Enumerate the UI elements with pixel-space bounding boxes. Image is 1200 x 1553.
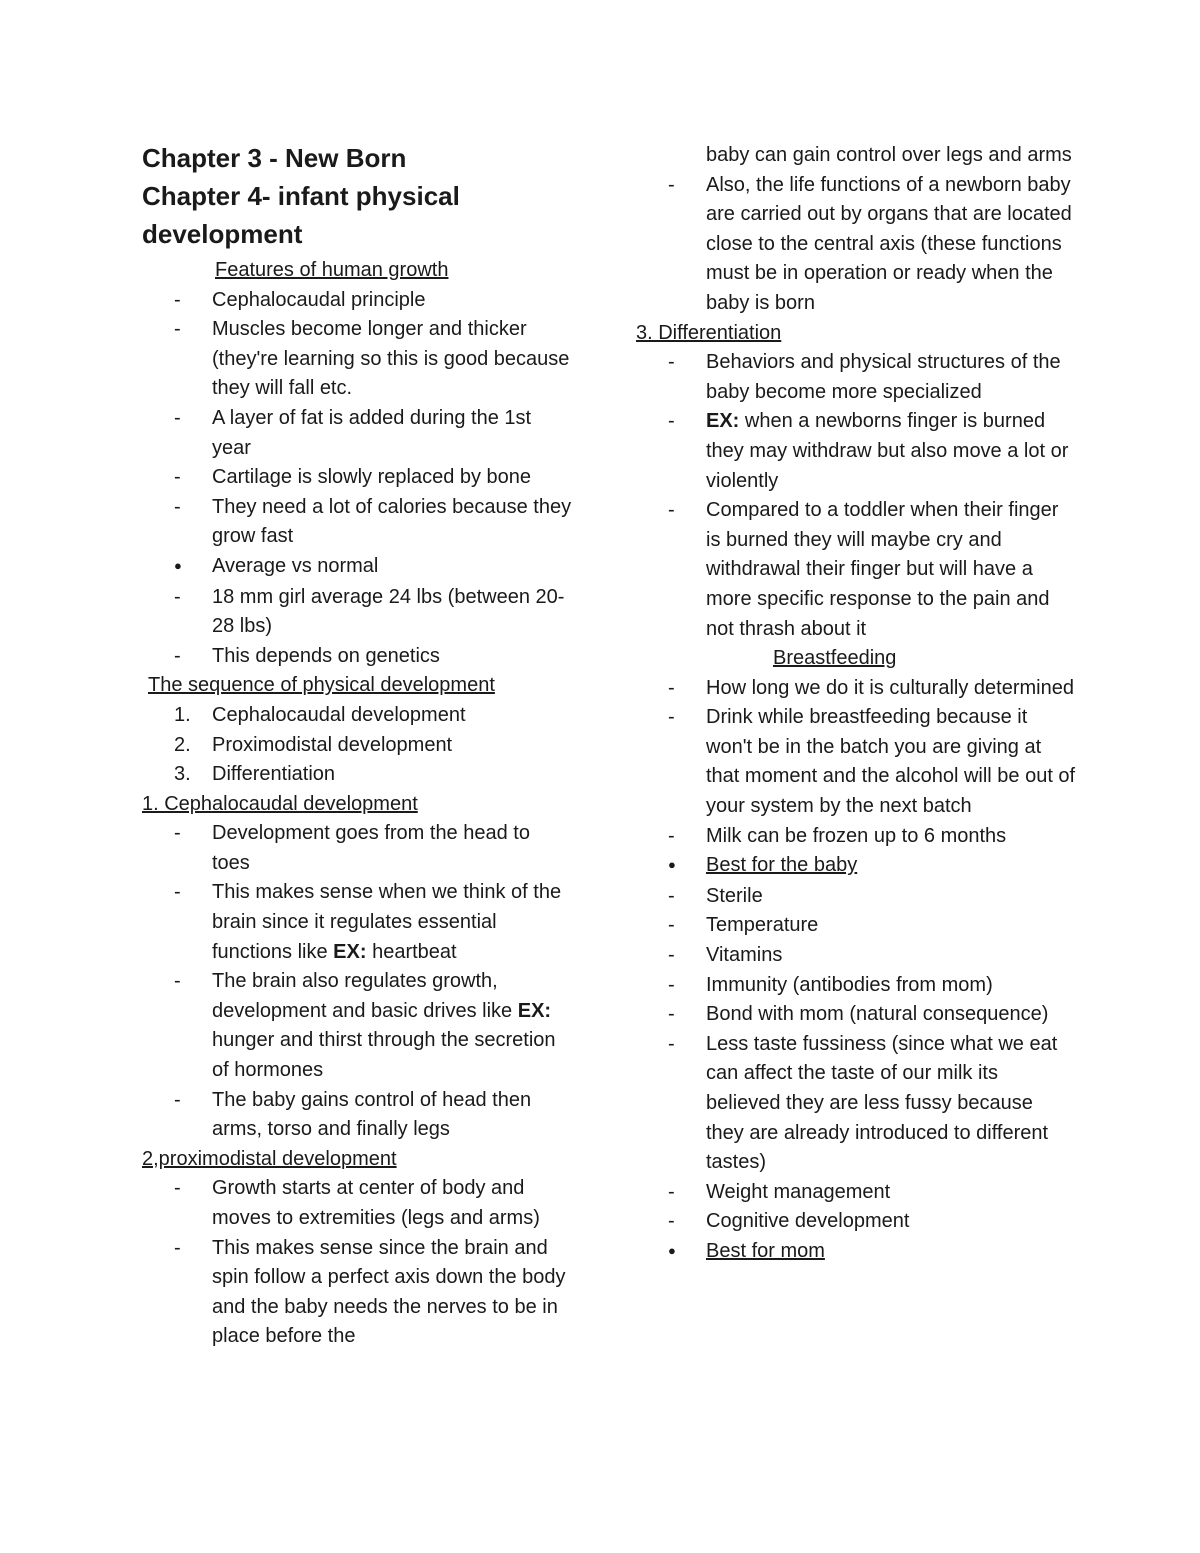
dash-marker: - (174, 495, 181, 518)
list-item: 1. Cephalocaudal development (142, 701, 572, 731)
number-marker: 2. (174, 733, 191, 756)
sequence-heading: The sequence of physical development (148, 674, 495, 697)
list-item: - Weight management (636, 1178, 1076, 1208)
list-item: - This depends on genetics (142, 642, 572, 672)
differentiation-heading: 3. Differentiation (636, 321, 782, 344)
dash-marker: - (668, 884, 675, 907)
dash-marker: - (174, 822, 181, 845)
list-item: ● Best for the baby (636, 851, 1076, 882)
list-item: - Drink while breastfeeding because it won't be in the batch you are giving at that moment and the alcohol will be out of your system by the next batch (636, 703, 1076, 821)
features-heading: Features of human growth (215, 259, 449, 281)
cephalocaudal-heading: 1. Cephalocaudal development (142, 792, 418, 815)
dash-marker: - (174, 1236, 181, 1259)
list-item: - Immunity (antibodies from mom) (636, 971, 1076, 1001)
dash-marker: - (174, 644, 181, 667)
list-item: - Cartilage is slowly replaced by bone (142, 463, 572, 493)
list-item: baby can gain control over legs and arms (706, 144, 1072, 166)
left-body (142, 256, 572, 1352)
list-item: - Muscles become longer and thicker (they're learning so this is good because they will fall etc. (142, 315, 572, 404)
list-item: - Also, the life functions of a newborn baby are carried out by organs that are located close to the central axis (these functions must be in operation or ready when the baby is born (636, 171, 1076, 319)
proximodistal-heading: 2,proximodistal development (142, 1147, 397, 1170)
list-item: - They need a lot of calories because they grow fast (142, 493, 572, 552)
dash-marker: - (174, 881, 181, 904)
dash-marker: - (174, 288, 181, 311)
list-item: - A layer of fat is added during the 1st year (142, 404, 572, 463)
list-item: - Sterile (636, 882, 1076, 912)
list-item: ● Best for mom (636, 1237, 1076, 1268)
list-item: - Behaviors and physical structures of the baby become more specialized (636, 348, 1076, 407)
dash-marker: - (174, 1177, 181, 1200)
list-item: ● Average vs normal (142, 552, 572, 583)
bullet-icon (142, 552, 212, 583)
chapter-4-title: Chapter 4- infant physical (142, 181, 460, 211)
dash-marker: - (668, 173, 675, 196)
list-item: - The baby gains control of head then arms, torso and finally legs (142, 1086, 572, 1145)
list-item: - This makes sense when we think of the brain since it regulates essential functions like EX: heartbeat (142, 878, 572, 967)
bullet-icon (636, 1237, 706, 1268)
list-item: - Vitamins (636, 941, 1076, 971)
list-item: - Milk can be frozen up to 6 months (636, 822, 1076, 852)
dash-marker: - (174, 585, 181, 608)
dash-marker: - (174, 1088, 181, 1111)
list-item: - This makes sense since the brain and spin follow a perfect axis down the body and the baby needs the nerves to be in place before the (142, 1234, 572, 1352)
list-item: - Cognitive development (636, 1207, 1076, 1237)
dash-marker: - (668, 706, 675, 729)
dash-marker: - (668, 410, 675, 433)
dash-marker: - (668, 1003, 675, 1026)
list-item: - How long we do it is culturally determined (636, 674, 1076, 704)
list-item: 2. Proximodistal development (142, 731, 572, 761)
bullet-icon (636, 851, 706, 882)
chapter-4-title-cont: development (142, 219, 303, 249)
list-item: - Cephalocaudal principle (142, 286, 572, 316)
breastfeeding-heading: Breastfeeding (773, 647, 897, 670)
right-body (636, 141, 1076, 1268)
dash-marker: - (174, 466, 181, 489)
dash-marker: - (668, 973, 675, 996)
dash-marker: - (174, 970, 181, 993)
dash-marker: - (668, 1210, 675, 1233)
list-item: - 18 mm girl average 24 lbs (between 20-28 lbs) (142, 583, 572, 642)
number-marker: 3. (174, 763, 191, 786)
dash-marker: - (668, 944, 675, 967)
dash-marker: - (668, 1180, 675, 1203)
list-item: - Compared to a toddler when their finger is burned they will maybe cry and withdrawal their finger but will have a more specific response to the pain and not thrash about it (636, 496, 1076, 644)
dash-marker: - (668, 914, 675, 937)
list-item: - EX: when a newborns finger is burned they may withdraw but also move a lot or violently (636, 407, 1076, 496)
list-item: - Less taste fussiness (since what we eat can affect the taste of our milk its believed they are less fussy because they are already introduced to different tastes) (636, 1030, 1076, 1178)
chapter-3-title: Chapter 3 - New Born (142, 143, 407, 173)
list-item: - Growth starts at center of body and moves to extremities (legs and arms) (142, 1174, 572, 1233)
dash-marker: - (668, 824, 675, 847)
dash-marker: - (668, 499, 675, 522)
list-item: - Temperature (636, 911, 1076, 941)
list-item: - Bond with mom (natural consequence) (636, 1000, 1076, 1030)
list-item: - Development goes from the head to toes (142, 819, 572, 878)
dash-marker: - (174, 406, 181, 429)
dash-marker: - (174, 318, 181, 341)
dash-marker: - (668, 676, 675, 699)
list-item: - The brain also regulates growth, development and basic drives like EX: hunger and thirst through the secretion of hormones (142, 967, 572, 1085)
number-marker: 1. (174, 703, 191, 726)
dash-marker: - (668, 1032, 675, 1055)
dash-marker: - (668, 351, 675, 374)
list-item: 3. Differentiation (142, 760, 572, 790)
